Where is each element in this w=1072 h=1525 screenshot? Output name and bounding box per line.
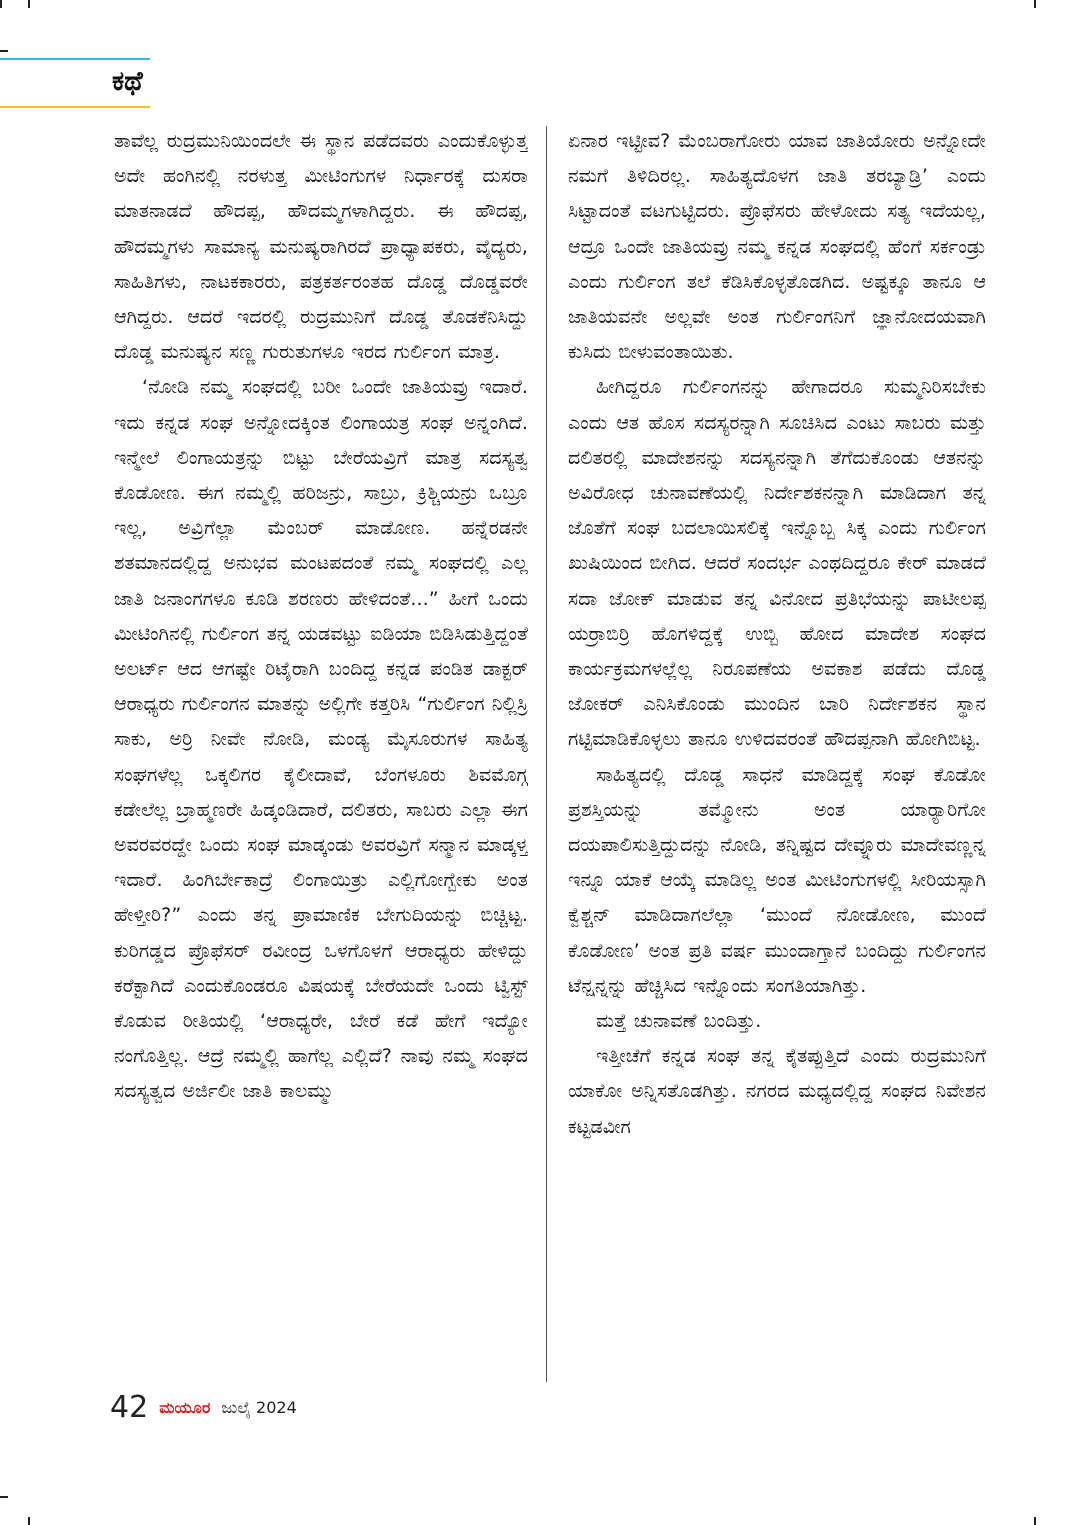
- article-column-right: [568, 124, 986, 1386]
- paragraph: ಮತ್ತೆ ಚುನಾವಣೆ ಬಂದಿತ್ತು.: [596, 1010, 762, 1033]
- section-rule-top: [0, 58, 150, 60]
- paragraph: ಸಾಹಿತ್ಯದಲ್ಲಿ ದೊಡ್ಡ ಸಾಧನೆ ಮಾಡಿದ್ದಕ್ಕೆ ಸಂಘ ಕೊಡೋ ಪ್ರಶಸ್ತಿಯನ್ನು ತಮ್ಮೋನು ಅಂತ ಯಾರ್‍ಯಾರಿಗೋ ದಯಪಾಲಿಸುತ್ತಿದ್ದುದನ್ನು ನೋಡಿ, ತನ್ನಿಷ್ಟದ ದೇವ್ನೂರು ಮಾದೇವಣ್ಣನ್ನ ಇನ್ನೂ ಯಾಕೆ ಆಯ್ಕೆ ಮಾಡಿಲ್ಲ ಅಂತ ಮೀಟಿಂಗುಗಳಲ್ಲಿ ಸೀರಿಯಸ್ಸಾಗಿ ಕ್ವೆಶ್ಚನ್ ಮಾಡಿದಾಗಲೆಲ್ಲಾ ‘ಮುಂದೆ ನೋಡೋಣ, ಮುಂದೆ ಕೊಡೋಣ’ ಅಂತ ಪ್ರತಿ ವರ್ಷ ಮುಂದಾಗ್ತಾನೆ ಬಂದಿದ್ದು ಗುರ್ಲಿಂಗನ ಟೆನ್ಷನ್ನನ್ನು ಹೆಚ್ಚಿಸಿದ ಇನ್ನೊಂದು ಸಂಗತಿಯಾಗಿತ್ತು.: [568, 763, 986, 997]
- section-header: [0, 58, 150, 110]
- crop-mark: [1034, 0, 1036, 8]
- section-label: ಕಥೆ: [112, 66, 143, 97]
- paragraph: ಏನಾರ ಇಟ್ಟೀವ? ಮೆಂಬರಾಗೋರು ಯಾವ ಜಾತಿಯೋರು ಅನ್ನೋದೇ ನಮಗೆ ತಿಳಿದಿರಲ್ಲ. ಸಾಹಿತ್ಯದೊಳಗ ಜಾತಿ ತರಬ್ಯಾಡ್ರಿ’ ಎಂದು ಸಿಟ್ಟಾದಂತೆ ವಟಗುಟ್ಟಿದರು. ಪ್ರೊಫೆಸರು ಹೇಳೋದು ಸತ್ಯ ಇದೆಯಲ್ಲ, ಆದ್ರೂ ಒಂದೇ ಜಾತಿಯವ್ರು ನಮ್ಮ ಕನ್ನಡ ಸಂಘದಲ್ಲಿ ಹೆಂಗೆ ಸರ್ಕಂಡ್ರು ಎಂದು ಗುರ್ಲಿಂಗ ತಲೆ ಕೆಡಿಸಿಕೊಳ್ಳತೊಡಗಿದ. ಅಷ್ಟಕ್ಕೂ ತಾನೂ ಆ ಜಾತಿಯವನೇ ಅಲ್ಲವೇ ಅಂತ ಗುರ್ಲಿಂಗನಿಗೆ ಜ್ಞಾನೋದಯವಾಗಿ ಕುಸಿದು ಬೀಳುವಂತಾಯಿತು.: [568, 130, 986, 364]
- article-column-left: [114, 124, 528, 1386]
- page-footer: [110, 1390, 297, 1430]
- crop-mark: [0, 1496, 8, 1498]
- paragraph: ಇತ್ತೀಚೆಗೆ ಕನ್ನಡ ಸಂಘ ತನ್ನ ಕೈತಪ್ಪುತ್ತಿದೆ ಎಂದು ರುದ್ರಮುನಿಗೆ ಯಾಕೋ ಅನ್ನಿಸತೊಡಗಿತ್ತು. ನಗರದ ಮಧ್ಯದಲ್ಲಿದ್ದ ಸಂಘದ ನಿವೇಶನ ಕಟ್ಟಡವೀಗ: [568, 1045, 986, 1138]
- paragraph: ಹೀಗಿದ್ದರೂ ಗುರ್ಲಿಂಗನನ್ನು ಹೇಗಾದರೂ ಸುಮ್ಮನಿರಿಸಬೇಕು ಎಂದು ಆತ ಹೊಸ ಸದಸ್ಯರನ್ನಾಗಿ ಸೂಚಿಸಿದ ಎಂಟು ಸಾಬರು ಮತ್ತು ದಲಿತರಲ್ಲಿ ಮಾದೇಶನನ್ನು ಸದಸ್ಯನನ್ನಾಗಿ ತೆಗೆದುಕೊಂಡು ಆತನನ್ನು ಅವಿರೋಧ ಚುನಾವಣೆಯಲ್ಲಿ ನಿರ್ದೇಶಕನನ್ನಾಗಿ ಮಾಡಿದಾಗ ತನ್ನ ಜೊತೆಗೆ ಸಂಘ ಬದಲಾಯಿಸಲಿಕ್ಕೆ ಇನ್ನೊಬ್ಬ ಸಿಕ್ಕ ಎಂದು ಗುರ್ಲಿಂಗ ಖುಷಿಯಿಂದ ಬೀಗಿದ. ಆದರೆ ಸಂದರ್ಭ ಎಂಥದಿದ್ದರೂ ಕೇರ್ ಮಾಡದೆ ಸದಾ ಜೋಕ್ ಮಾಡುವ ತನ್ನ ವಿನೋದ ಪ್ರತಿಭೆಯನ್ನು ಪಾಟೀಲಪ್ಪ ಯರ್‍ರಾಬಿರ್‍ರಿ ಹೊಗಳಿದ್ದಕ್ಕೆ ಉಬ್ಬಿ ಹೋದ ಮಾದೇಶ ಸಂಘದ ಕಾರ್ಯಕ್ರಮಗಳಲ್ಲೆಲ್ಲ ನಿರೂಪಣೆಯ ಅವಕಾಶ ಪಡೆದು ದೊಡ್ಡ ಜೋಕರ್ ಎನಿಸಿಕೊಂಡು ಮುಂದಿನ ಬಾರಿ ನಿರ್ದೇಶಕನ ಸ್ಥಾನ ಗಟ್ಟಿಮಾಡಿಕೊಳ್ಳಲು ತಾನೂ ಉಳಿದವರಂತೆ ಹೌದಪ್ಪನಾಗಿ ಹೋಗಿಬಿಟ್ಟ.: [568, 376, 986, 751]
- crop-mark: [0, 0, 2, 8]
- crop-mark: [1034, 1517, 1036, 1525]
- magazine-logo: ಮಯೂರ: [159, 1397, 211, 1417]
- section-rule-bottom: [0, 106, 150, 108]
- page-number: 42: [110, 1390, 149, 1425]
- crop-mark: [28, 1517, 30, 1525]
- crop-mark: [0, 50, 8, 52]
- column-divider: [546, 126, 547, 1382]
- issue-date: ಜುಲೈ 2024: [221, 1397, 297, 1417]
- crop-mark: [28, 0, 30, 8]
- paragraph: ತಾವೆಲ್ಲ ರುದ್ರಮುನಿಯಿಂದಲೇ ಈ ಸ್ಥಾನ ಪಡೆದವರು ಎಂದುಕೊಳ್ಳುತ್ತ ಅದೇ ಹಂಗಿನಲ್ಲಿ ನರಳುತ್ತ ಮೀಟಿಂಗುಗಳ ನಿರ್ಧಾರಕ್ಕೆ ದುಸರಾ ಮಾತನಾಡದೆ ಹೌದಪ್ಪ, ಹೌದಮ್ಮಗಳಾಗಿದ್ದರು. ಈ ಹೌದಪ್ಪ, ಹೌದಮ್ಮಗಳು ಸಾಮಾನ್ಯ ಮನುಷ್ಯರಾಗಿರದೆ ಪ್ರಾಧ್ಯಾಪಕರು, ವೈದ್ಯರು, ಸಾಹಿತಿಗಳು, ನಾಟಕಕಾರರು, ಪತ್ರಕರ್ತರಂತಹ ದೊಡ್ಡ ದೊಡ್ಡವರೇ ಆಗಿದ್ದರು. ಆದರೆ ಇದರಲ್ಲಿ ರುದ್ರಮುನಿಗೆ ದೊಡ್ಡ ತೊಡಕೆನಿಸಿದ್ದು ದೊಡ್ಡ ಮನುಷ್ಯನ ಸಣ್ಣ ಗುರುತುಗಳೂ ಇರದ ಗುರ್ಲಿಂಗ ಮಾತ್ರ.: [114, 130, 528, 364]
- paragraph: ‘ನೋಡಿ ನಮ್ಮ ಸಂಘದಲ್ಲಿ ಬರೀ ಒಂದೇ ಜಾತಿಯವ್ರು ಇದಾರೆ. ಇದು ಕನ್ನಡ ಸಂಘ ಅನ್ನೋದಕ್ಕಿಂತ ಲಿಂಗಾಯತ್ರ ಸಂಘ ಅನ್ನಂಗಿದೆ. ಇನ್ಮೇಲೆ ಲಿಂಗಾಯತ್ರನ್ನು ಬಿಟ್ಟು ಬೇರೆಯವ್ರಿಗೆ ಮಾತ್ರ ಸದಸ್ಯತ್ವ ಕೊಡೋಣ. ಈಗ ನಮ್ಮಲ್ಲಿ ಹರಿಜನ್ರು, ಸಾಬ್ರು, ಕ್ರಿಶ್ಚಿಯನ್ರು ಒಬ್ರೂ ಇಲ್ಲ, ಅವ್ರಿಗೆಲ್ಲಾ ಮೆಂಬರ್ ಮಾಡೋಣ. ಹನ್ನೆರಡನೇ ಶತಮಾನದಲ್ಲಿದ್ದ ಅನುಭವ ಮಂಟಪದಂತೆ ನಮ್ಮ ಸಂಘದಲ್ಲಿ ಎಲ್ಲ ಜಾತಿ ಜನಾಂಗಗಳೂ ಕೂಡಿ ಶರಣರು ಹೇಳಿದಂತೆ...” ಹೀಗೆ ಒಂದು ಮೀಟಿಂಗಿನಲ್ಲಿ ಗುರ್ಲಿಂಗ ತನ್ನ ಯಡವಟ್ಟು ಐಡಿಯಾ ಬಿಡಿಸಿಡುತ್ತಿದ್ದಂತೆ ಅಲರ್ಟ್ ಆದ ಆಗಷ್ಟೇ ರಿಟೈರಾಗಿ ಬಂದಿದ್ದ ಕನ್ನಡ ಪಂಡಿತ ಡಾಕ್ಟರ್ ಆರಾಧ್ಯರು ಗುರ್ಲಿಂಗನ ಮಾತನ್ನು ಅಲ್ಲಿಗೇ ಕತ್ತರಿಸಿ “ಗುರ್ಲಿಂಗ ನಿಲ್ಲಿಸ್ರಿ ಸಾಕು, ಅರ್ರಿ ನೀವೇ ನೋಡಿ, ಮಂಡ್ಯ ಮೈಸೂರುಗಳ ಸಾಹಿತ್ಯ ಸಂಘಗಳೆಲ್ಲ ಒಕ್ಕಲಿಗರ ಕೈಲೀದಾವೆ, ಬೆಂಗಳೂರು ಶಿವಮೊಗ್ಗ ಕಡೇಲೆಲ್ಲ ಬ್ರಾಹ್ಮಣರೇ ಹಿಡ್ಕಂಡಿದಾರೆ, ದಲಿತರು, ಸಾಬರು ಎಲ್ಲಾ ಈಗ ಅವರವರದ್ದೇ ಒಂದು ಸಂಘ ಮಾಡ್ಕಂಡು ಅವರವ್ರಿಗೆ ಸನ್ಮಾನ ಮಾಡ್ಕಳ್ತ ಇದಾರೆ. ಹಿಂಗಿರ್ಬೇಕಾದ್ರೆ ಲಿಂಗಾಯಿತ್ರು ಎಲ್ಲಿಗೋಗ್ಬೇಕು ಅಂತ ಹೇಳ್ತೀರಿ?” ಎಂದು ತನ್ನ ಪ್ರಾಮಾಣಿಕ ಬೇಗುದಿಯನ್ನು ಬಿಚ್ಚಿಟ್ಟ. ಕುರಿಗಡ್ಡದ ಪ್ರೊಫೆಸರ್ ರವೀಂದ್ರ ಒಳಗೊಳಗೆ ಆರಾಧ್ಯರು ಹೇಳಿದ್ದು ಕರೆಕ್ಟಾಗಿದೆ ಎಂದುಕೊಂಡರೂ ವಿಷಯಕ್ಕೆ ಬೇರೆಯದೇ ಒಂದು ಟ್ವಿಸ್ಟ್ ಕೊಡುವ ರೀತಿಯಲ್ಲಿ ‘ಆರಾಧ್ಯರೇ, ಬೇರೆ ಕಡೆ ಹೇಗೆ ಇದ್ಯೋ ನಂಗೊತ್ತಿಲ್ಲ. ಆದ್ರೆ ನಮ್ಮಲ್ಲಿ ಹಾಗೆಲ್ಲ ಎಲ್ಲಿದೆ? ನಾವು ನಮ್ಮ ಸಂಘದ ಸದಸ್ಯತ್ವದ ಅರ್ಜಿಲೀ ಜಾತಿ ಕಾಲಮ್ಮು: [114, 376, 528, 1103]
